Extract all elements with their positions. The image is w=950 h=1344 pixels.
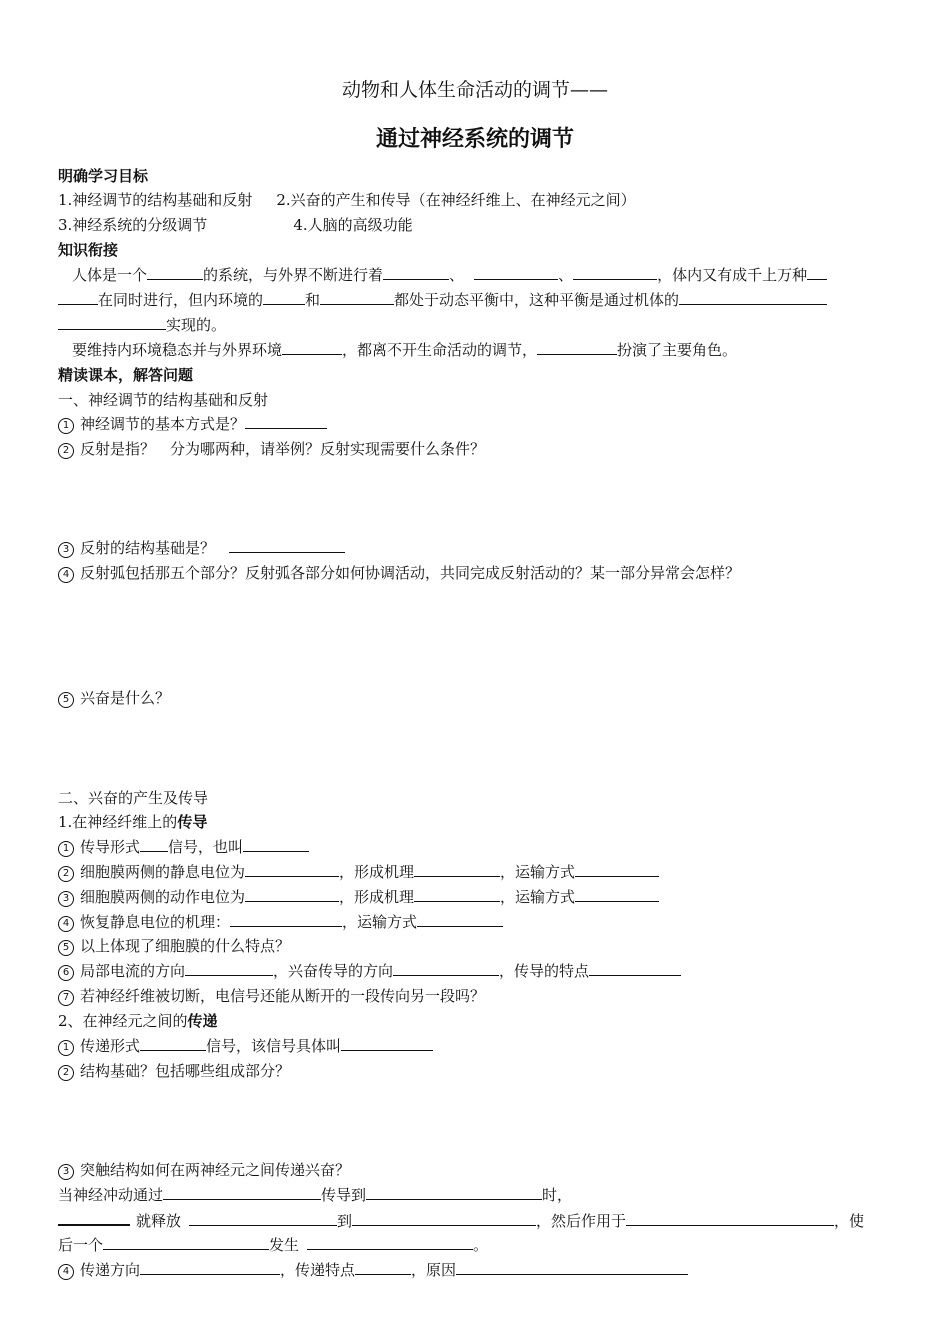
text: ，形成机理 bbox=[339, 888, 415, 906]
item-3 bbox=[58, 887, 659, 907]
text: 当神经冲动通过 bbox=[58, 1186, 164, 1204]
text: ，原因 bbox=[411, 1261, 457, 1279]
trans-item-4 bbox=[58, 1260, 688, 1280]
text: 人体是一个 bbox=[72, 266, 148, 284]
text: 实现的。 bbox=[166, 316, 227, 334]
goal-4: 4.人脑的高级功能 bbox=[293, 216, 413, 234]
question-5 bbox=[58, 688, 170, 708]
fill-blank[interactable] bbox=[229, 538, 345, 553]
text: 发生 bbox=[269, 1236, 300, 1254]
trans-item-3 bbox=[58, 1160, 350, 1180]
section-goals-heading: 明确学习目标 bbox=[58, 167, 149, 185]
fill-blank[interactable] bbox=[352, 1211, 536, 1226]
fill-blank[interactable] bbox=[456, 1260, 688, 1275]
fill-blank[interactable] bbox=[147, 265, 203, 280]
circled-number: 4 bbox=[58, 567, 74, 583]
text: 传导形式 bbox=[80, 838, 141, 856]
circled-number: 5 bbox=[58, 940, 74, 956]
text: 以上体现了细胞膜的什么特点？ bbox=[80, 937, 291, 955]
circled-number: 3 bbox=[58, 1164, 74, 1180]
circled-number: 2 bbox=[58, 1065, 74, 1081]
text: 2、在神经元之间的 bbox=[58, 1012, 188, 1030]
text: 、 bbox=[449, 266, 465, 284]
fill-blank[interactable] bbox=[320, 290, 394, 305]
circled-number: 6 bbox=[58, 965, 74, 981]
text: 突触结构如何在两神经元之间传递兴奋？ bbox=[80, 1161, 351, 1179]
text-bold: 传导 bbox=[177, 813, 208, 831]
text: 恢复静息电位的机理： bbox=[80, 913, 231, 931]
circled-number: 7 bbox=[58, 990, 74, 1006]
circled-number: 3 bbox=[58, 542, 74, 558]
text: 结构基础？包括哪些组成部分？ bbox=[80, 1062, 291, 1080]
text: ，传递特点 bbox=[280, 1261, 356, 1279]
subsection-1-heading bbox=[58, 812, 207, 832]
para-1-line-1 bbox=[72, 265, 827, 285]
fill-blank[interactable] bbox=[307, 1235, 473, 1250]
item-1 bbox=[58, 837, 309, 857]
text: ，兴奋传导的方向 bbox=[273, 962, 394, 980]
fill-blank[interactable] bbox=[140, 837, 168, 852]
text: 若神经纤维被切断，电信号还能从断开的一段传向另一段吗？ bbox=[80, 987, 486, 1005]
fill-blank[interactable] bbox=[575, 887, 659, 902]
fill-blank[interactable] bbox=[573, 265, 657, 280]
text: ，运输方式 bbox=[500, 863, 576, 881]
fill-blank[interactable] bbox=[626, 1211, 834, 1226]
text: 就释放 bbox=[136, 1212, 182, 1230]
fill-blank[interactable] bbox=[282, 340, 342, 355]
fill-blank[interactable] bbox=[185, 961, 273, 976]
fill-blank[interactable] bbox=[366, 1185, 542, 1200]
fill-blank[interactable] bbox=[589, 961, 681, 976]
fill-blank[interactable] bbox=[417, 912, 503, 927]
fill-blank[interactable] bbox=[230, 912, 342, 927]
item-5 bbox=[58, 936, 290, 956]
fill-blank[interactable] bbox=[341, 1036, 433, 1051]
circled-number: 3 bbox=[58, 891, 74, 907]
item-7 bbox=[58, 986, 485, 1006]
fill-blank[interactable] bbox=[414, 862, 500, 877]
text: ，都离不开生命活动的调节， bbox=[342, 341, 538, 359]
item-2 bbox=[58, 862, 659, 882]
goals-row-1 bbox=[58, 190, 636, 210]
circled-number: 1 bbox=[58, 418, 74, 434]
fill-blank[interactable] bbox=[414, 887, 500, 902]
text: 传递方向 bbox=[80, 1261, 141, 1279]
section-connect-heading: 知识衔接 bbox=[58, 241, 119, 259]
synapse-line-2 bbox=[58, 1210, 864, 1231]
text-bold: 传递 bbox=[187, 1012, 218, 1030]
question-4 bbox=[58, 563, 740, 583]
circled-number: 4 bbox=[58, 916, 74, 932]
text: ，使 bbox=[834, 1212, 865, 1230]
text: 传递形式 bbox=[80, 1037, 141, 1055]
circled-number: 2 bbox=[58, 866, 74, 882]
fill-blank[interactable] bbox=[140, 1260, 280, 1275]
fill-blank[interactable] bbox=[243, 837, 309, 852]
text: ，体内又有成千上万种 bbox=[657, 266, 808, 284]
text: 传导到 bbox=[321, 1186, 367, 1204]
fill-blank[interactable] bbox=[263, 290, 305, 305]
fill-blank[interactable] bbox=[245, 414, 327, 429]
fill-blank[interactable] bbox=[163, 1185, 321, 1200]
text: 后一个 bbox=[58, 1236, 104, 1254]
trans-item-2 bbox=[58, 1061, 290, 1081]
item-6 bbox=[58, 961, 681, 981]
text: 和 bbox=[305, 291, 321, 309]
text: 反射是指？ 分为哪两种，请举例？反射实现需要什么条件？ bbox=[80, 440, 486, 458]
text: 扮演了主要角色。 bbox=[617, 341, 738, 359]
fill-blank[interactable] bbox=[474, 265, 558, 280]
goal-3: 3.神经系统的分级调节 bbox=[58, 216, 208, 234]
fill-blank[interactable] bbox=[537, 340, 617, 355]
fill-blank[interactable] bbox=[140, 1036, 206, 1051]
circled-number: 1 bbox=[58, 1040, 74, 1056]
question-3 bbox=[58, 538, 345, 558]
circled-number: 1 bbox=[58, 841, 74, 857]
circled-number: 4 bbox=[58, 1264, 74, 1280]
para-1-line-2 bbox=[58, 290, 827, 310]
page-title: 通过神经系统的调节 bbox=[375, 126, 574, 152]
para-2 bbox=[72, 340, 737, 360]
fill-blank[interactable] bbox=[679, 290, 827, 305]
text: 细胞膜两侧的静息电位为 bbox=[80, 863, 246, 881]
text: ，运输方式 bbox=[342, 913, 418, 931]
fill-blank[interactable] bbox=[58, 290, 98, 305]
text: ，传导的特点 bbox=[499, 962, 590, 980]
text: 。 bbox=[473, 1236, 489, 1254]
text: ，运输方式 bbox=[500, 888, 576, 906]
text: 到 bbox=[337, 1212, 353, 1230]
item-4 bbox=[58, 912, 503, 932]
text: 的系统，与外界不断进行着 bbox=[203, 266, 384, 284]
text: 1.在神经纤维上的 bbox=[58, 813, 178, 831]
synapse-line-3 bbox=[58, 1235, 488, 1255]
text: 反射弧包括那五个部分？反射弧各部分如何协调活动，共同完成反射活动的？某一部分异常会怎样？ bbox=[80, 564, 741, 582]
text: 神经调节的基本方式是？ bbox=[80, 415, 246, 433]
fill-blank[interactable] bbox=[245, 862, 339, 877]
text: 信号，也叫 bbox=[168, 838, 244, 856]
fill-blank[interactable] bbox=[383, 265, 449, 280]
para-1-line-3 bbox=[58, 315, 226, 335]
section-2-heading: 二、兴奋的产生及传导 bbox=[58, 789, 209, 807]
text: 局部电流的方向 bbox=[80, 962, 186, 980]
question-1 bbox=[58, 414, 327, 434]
synapse-line-1 bbox=[58, 1185, 572, 1205]
fill-blank[interactable] bbox=[393, 961, 499, 976]
subsection-2-heading bbox=[58, 1011, 218, 1031]
fill-blank[interactable] bbox=[807, 265, 827, 280]
text: 、 bbox=[558, 266, 574, 284]
fill-blank[interactable] bbox=[245, 887, 339, 902]
text: 时， bbox=[542, 1186, 573, 1204]
question-2 bbox=[58, 439, 485, 459]
trans-item-1 bbox=[58, 1036, 433, 1056]
fill-blank[interactable] bbox=[355, 1260, 411, 1275]
fill-blank[interactable] bbox=[189, 1211, 337, 1226]
fill-blank[interactable] bbox=[58, 315, 166, 330]
text: 细胞膜两侧的动作电位为 bbox=[80, 888, 246, 906]
goals-row-2 bbox=[58, 215, 413, 235]
text: 兴奋是什么？ bbox=[80, 689, 171, 707]
fill-blank[interactable] bbox=[103, 1235, 269, 1250]
text: 反射的结构基础是？ bbox=[80, 539, 216, 557]
circled-number: 5 bbox=[58, 692, 74, 708]
goal-1: 1.神经调节的结构基础和反射 bbox=[58, 191, 253, 209]
goal-2: 2.兴奋的产生和传导（在神经纤维上、在神经元之间） bbox=[276, 191, 636, 209]
circled-number: 2 bbox=[58, 443, 74, 459]
text: 要维持内环境稳态并与外界环境 bbox=[72, 341, 283, 359]
fill-blank[interactable] bbox=[575, 862, 659, 877]
fill-blank[interactable] bbox=[58, 1210, 130, 1226]
section-1-heading: 一、神经调节的结构基础和反射 bbox=[58, 391, 269, 409]
text: 信号，该信号具体叫 bbox=[206, 1037, 342, 1055]
text: ，然后作用于 bbox=[536, 1212, 627, 1230]
title-line1: 动物和人体生命活动的调节—— bbox=[341, 79, 608, 101]
text: ，形成机理 bbox=[339, 863, 415, 881]
text: 在同时进行，但内环境的 bbox=[98, 291, 264, 309]
section-read-heading: 精读课本，解答问题 bbox=[58, 366, 194, 384]
text: 都处于动态平衡中，这种平衡是通过机体的 bbox=[394, 291, 680, 309]
